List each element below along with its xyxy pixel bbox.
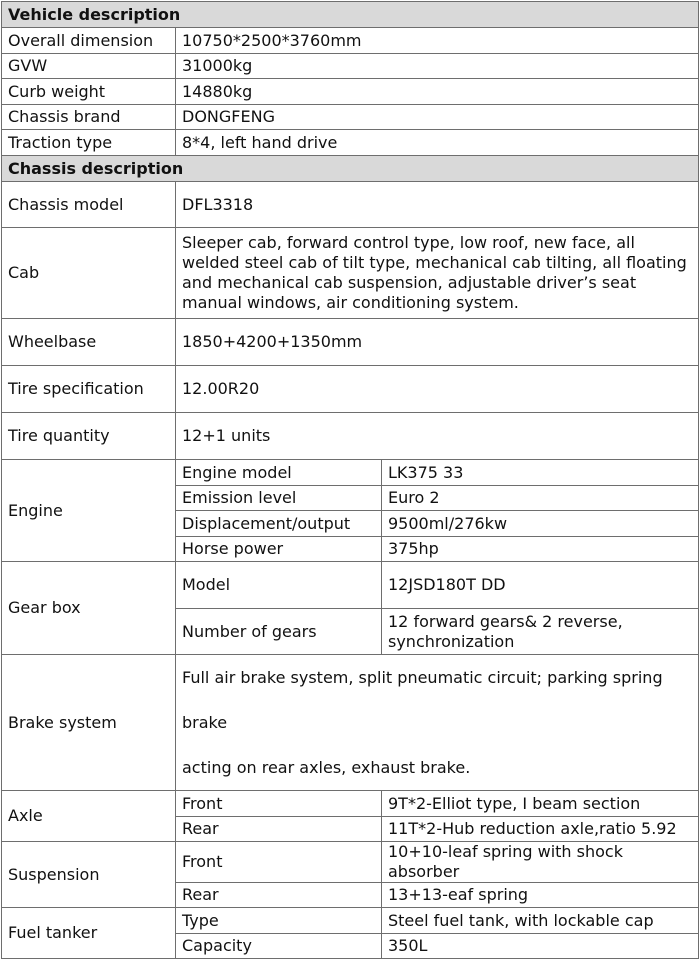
curb-weight-label: Curb weight — [2, 79, 176, 105]
gearbox-model-label: Model — [176, 562, 382, 609]
axle-label: Axle — [2, 791, 176, 842]
axle-rear-value: 11T*2-Hub reduction axle,ratio 5.92 — [382, 817, 699, 842]
table-row — [2, 842, 699, 883]
gvw-label: GVW — [2, 54, 176, 79]
number-of-gears-label: Number of gears — [176, 609, 382, 655]
table-row — [2, 54, 699, 79]
gearbox-model-value: 12JSD180T DD — [382, 562, 699, 609]
wheelbase-label: Wheelbase — [2, 319, 176, 366]
vehicle-section-header-row — [2, 2, 699, 28]
axle-front-label: Front — [176, 791, 382, 817]
vehicle-section-title: Vehicle description — [2, 2, 699, 28]
chassis-model-value: DFL3318 — [176, 182, 699, 228]
horse-power-label: Horse power — [176, 537, 382, 562]
traction-type-value: 8*4, left hand drive — [176, 130, 699, 156]
axle-rear-label: Rear — [176, 817, 382, 842]
horse-power-value: 375hp — [382, 537, 699, 562]
tire-specification-value: 12.00R20 — [176, 366, 699, 413]
table-row — [2, 791, 699, 817]
table-row — [2, 366, 699, 413]
table-row — [2, 105, 699, 130]
table-row — [2, 319, 699, 366]
chassis-model-label: Chassis model — [2, 182, 176, 228]
chassis-brand-value: DONGFENG — [176, 105, 699, 130]
displacement-output-value: 9500ml/276kw — [382, 511, 699, 537]
brake-line-1: Full air brake system, split pneumatic circuit; parking spring brake — [182, 668, 663, 732]
fuel-capacity-value: 350L — [382, 934, 699, 959]
curb-weight-value: 14880kg — [176, 79, 699, 105]
fuel-type-label: Type — [176, 908, 382, 934]
suspension-rear-value: 13+13-eaf spring — [382, 883, 699, 908]
overall-dimension-value: 10750*2500*3760mm — [176, 28, 699, 54]
engine-label: Engine — [2, 460, 176, 562]
wheelbase-value: 1850+4200+1350mm — [176, 319, 699, 366]
chassis-section-header-row — [2, 156, 699, 182]
table-row — [2, 460, 699, 486]
tire-specification-label: Tire specification — [2, 366, 176, 413]
brake-line-2: acting on rear axles, exhaust brake. — [182, 758, 471, 777]
gvw-value: 31000kg — [176, 54, 699, 79]
gearbox-label: Gear box — [2, 562, 176, 655]
fuel-capacity-label: Capacity — [176, 934, 382, 959]
tire-quantity-value: 12+1 units — [176, 413, 699, 460]
emission-level-label: Emission level — [176, 486, 382, 511]
tire-quantity-label: Tire quantity — [2, 413, 176, 460]
cab-value: Sleeper cab, forward control type, low roof, new face, all welded steel cab of tilt type, mechanical cab tilting, all floating and mechanical cab suspension, adjustable driver’s seat manual windows, air conditioning system. — [176, 228, 699, 319]
emission-level-value: Euro 2 — [382, 486, 699, 511]
table-row — [2, 182, 699, 228]
fuel-tanker-label: Fuel tanker — [2, 908, 176, 959]
suspension-label: Suspension — [2, 842, 176, 908]
table-row — [2, 228, 699, 319]
cab-label: Cab — [2, 228, 176, 319]
table-row — [2, 413, 699, 460]
table-row — [2, 79, 699, 105]
brake-system-value — [176, 655, 699, 791]
chassis-brand-label: Chassis brand — [2, 105, 176, 130]
table-row — [2, 130, 699, 156]
engine-model-value: LK375 33 — [382, 460, 699, 486]
table-row — [2, 908, 699, 934]
chassis-section-title: Chassis description — [2, 156, 699, 182]
table-row — [2, 655, 699, 791]
displacement-output-label: Displacement/output — [176, 511, 382, 537]
overall-dimension-label: Overall dimension — [2, 28, 176, 54]
spec-table — [1, 1, 699, 959]
suspension-front-label: Front — [176, 842, 382, 883]
suspension-front-value: 10+10-leaf spring with shock absorber — [382, 842, 699, 883]
fuel-type-value: Steel fuel tank, with lockable cap — [382, 908, 699, 934]
engine-model-label: Engine model — [176, 460, 382, 486]
brake-system-label: Brake system — [2, 655, 176, 791]
suspension-rear-label: Rear — [176, 883, 382, 908]
table-row — [2, 28, 699, 54]
axle-front-value: 9T*2-Elliot type, I beam section — [382, 791, 699, 817]
traction-type-label: Traction type — [2, 130, 176, 156]
number-of-gears-value: 12 forward gears& 2 reverse, synchronization — [382, 609, 699, 655]
table-row — [2, 562, 699, 609]
